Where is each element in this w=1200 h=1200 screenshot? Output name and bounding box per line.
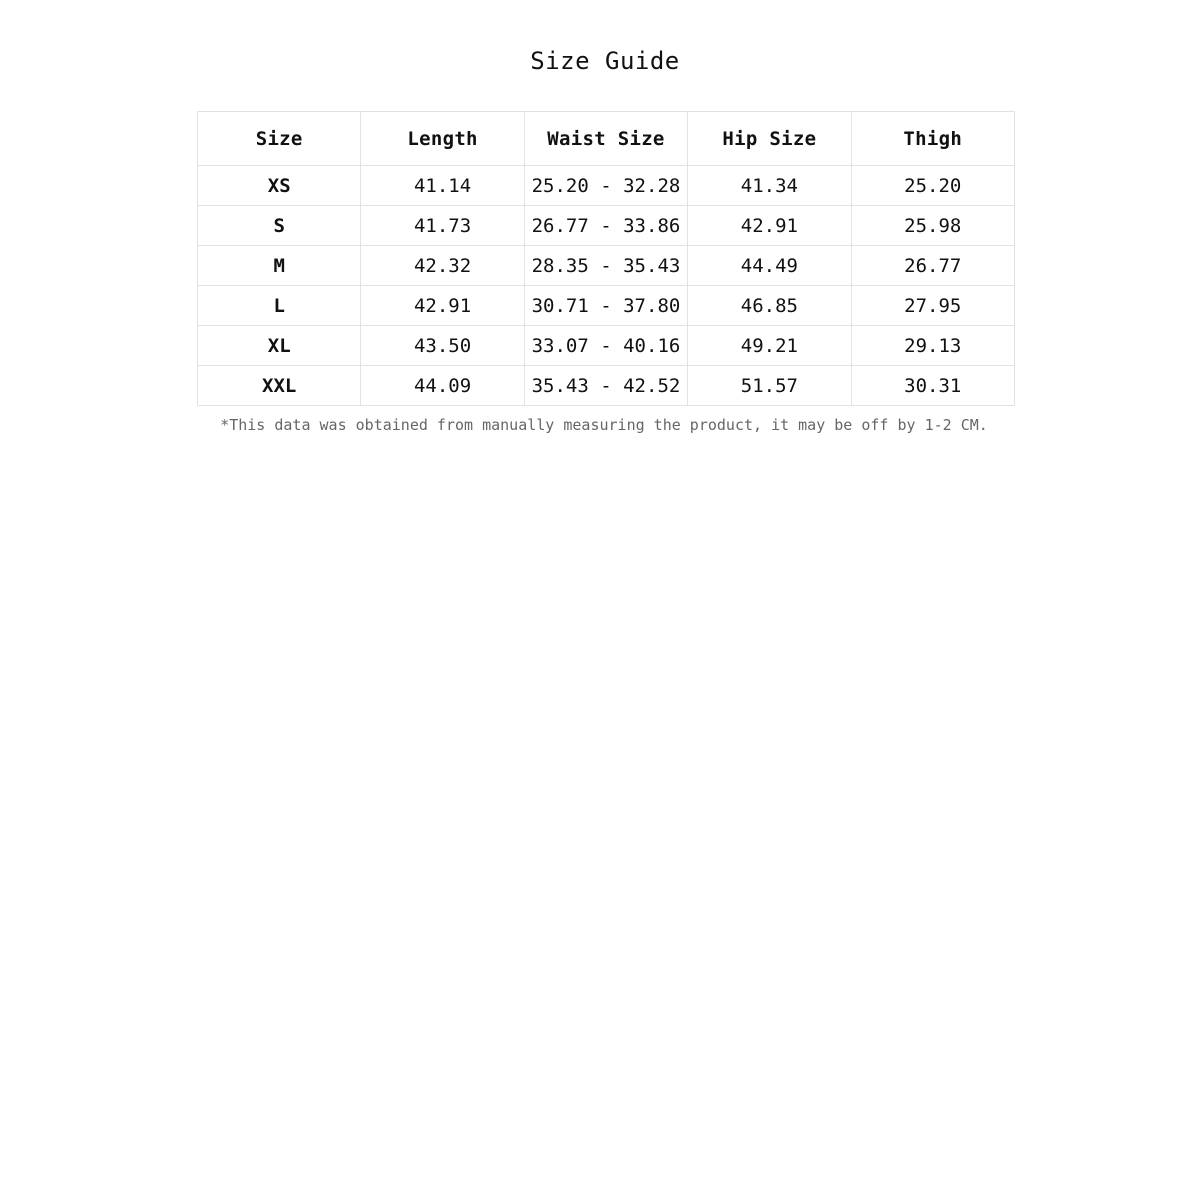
waist-size-cell: 25.20 - 32.28	[524, 166, 687, 206]
waist-size-cell: 26.77 - 33.86	[524, 206, 687, 246]
table-row	[198, 366, 1015, 406]
hip-size-cell: 42.91	[688, 206, 851, 246]
table-row	[198, 166, 1015, 206]
table-row	[198, 286, 1015, 326]
size-cell: XXL	[198, 366, 361, 406]
header-row	[198, 112, 1015, 166]
waist-size-cell: 30.71 - 37.80	[524, 286, 687, 326]
hip-size-cell: 51.57	[688, 366, 851, 406]
table-header	[198, 112, 1015, 166]
length-cell: 42.32	[361, 246, 524, 286]
waist-size-cell: 35.43 - 42.52	[524, 366, 687, 406]
size-cell: XS	[198, 166, 361, 206]
waist-size-cell: 28.35 - 35.43	[524, 246, 687, 286]
page-title: Size Guide	[530, 47, 680, 75]
hip-size-cell: 41.34	[688, 166, 851, 206]
size-cell: L	[198, 286, 361, 326]
hip-size-cell: 44.49	[688, 246, 851, 286]
size-cell: S	[198, 206, 361, 246]
column-header-length: Length	[361, 112, 524, 166]
table-row	[198, 206, 1015, 246]
measurement-disclaimer: *This data was obtained from manually measuring the product, it may be off by 1-2 CM.	[220, 416, 988, 434]
thigh-cell: 29.13	[851, 326, 1014, 366]
table-row	[198, 246, 1015, 286]
column-header-size: Size	[198, 112, 361, 166]
thigh-cell: 25.98	[851, 206, 1014, 246]
hip-size-cell: 46.85	[688, 286, 851, 326]
column-header-waist-size: Waist Size	[524, 112, 687, 166]
column-header-thigh: Thigh	[851, 112, 1014, 166]
thigh-cell: 27.95	[851, 286, 1014, 326]
table-row	[198, 326, 1015, 366]
thigh-cell: 25.20	[851, 166, 1014, 206]
size-cell: M	[198, 246, 361, 286]
length-cell: 43.50	[361, 326, 524, 366]
size-cell: XL	[198, 326, 361, 366]
size-guide-table	[197, 111, 1015, 406]
length-cell: 44.09	[361, 366, 524, 406]
length-cell: 41.14	[361, 166, 524, 206]
thigh-cell: 26.77	[851, 246, 1014, 286]
hip-size-cell: 49.21	[688, 326, 851, 366]
table-body	[198, 166, 1015, 406]
length-cell: 42.91	[361, 286, 524, 326]
length-cell: 41.73	[361, 206, 524, 246]
column-header-hip-size: Hip Size	[688, 112, 851, 166]
thigh-cell: 30.31	[851, 366, 1014, 406]
waist-size-cell: 33.07 - 40.16	[524, 326, 687, 366]
